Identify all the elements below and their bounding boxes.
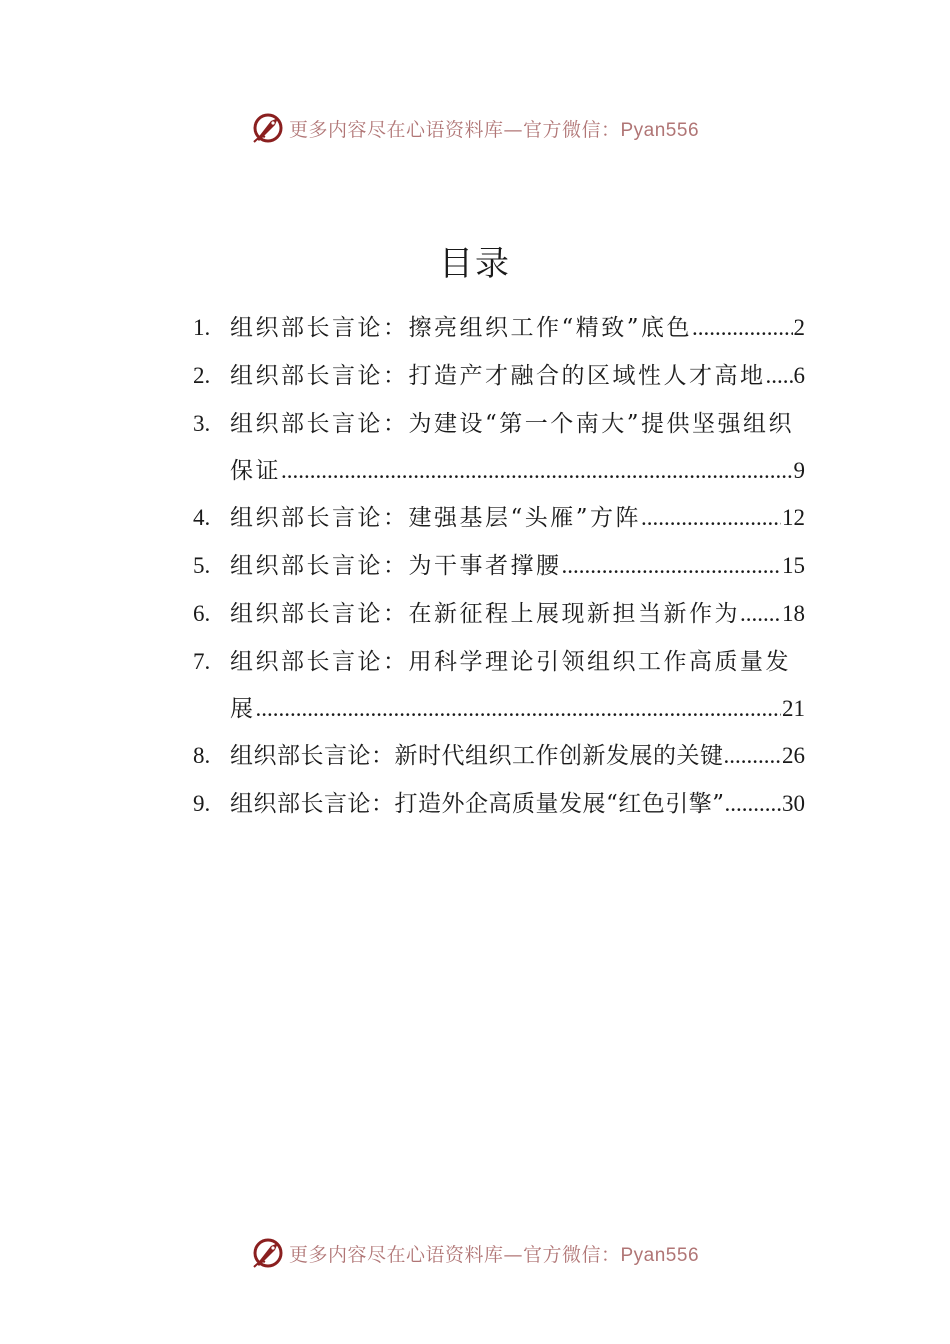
- table-of-contents: [193, 304, 805, 828]
- toc-item-number: 8.: [193, 743, 211, 768]
- toc-item-page: 30: [782, 791, 805, 816]
- toc-item-9[interactable]: [193, 780, 805, 828]
- toc-leader-dots: [692, 304, 792, 352]
- toc-leader-dots: [724, 732, 782, 780]
- toc-item-title-continued: 保证: [230, 458, 281, 484]
- footer-wechat-id: Pyan556: [620, 1244, 700, 1266]
- pen-nib-logo-icon: [251, 1236, 285, 1270]
- header-wechat-id: Pyan556: [620, 119, 700, 141]
- toc-item-number: 3.: [193, 411, 211, 436]
- toc-item-number: 9.: [193, 791, 211, 816]
- header-text: 更多内容尽在心语资料库—官方微信：Pyan556: [288, 118, 700, 141]
- toc-item-number: 2.: [193, 363, 211, 388]
- toc-item-6[interactable]: [193, 590, 805, 638]
- toc-item-page: 6: [793, 363, 805, 388]
- toc-item-1[interactable]: [193, 304, 805, 352]
- toc-leader-dots: [766, 352, 793, 400]
- toc-leader-dots: [256, 686, 782, 732]
- toc-item-title: 组织部长言论：新时代组织工作创新发展的关键: [230, 743, 724, 769]
- toc-leader-dots: [562, 542, 782, 590]
- page-title: 目录: [439, 244, 511, 284]
- toc-item-8[interactable]: [193, 732, 805, 780]
- toc-leader-dots: [740, 590, 781, 638]
- toc-item-page: 15: [782, 553, 805, 578]
- toc-item-page: 9: [793, 458, 805, 483]
- toc-item-title: 组织部长言论：建强基层“头雁”方阵: [230, 505, 642, 531]
- toc-leader-dots: [641, 494, 781, 542]
- toc-item-4[interactable]: [193, 494, 805, 542]
- toc-item-number: 6.: [193, 601, 211, 626]
- toc-item-page: 12: [782, 505, 805, 530]
- toc-item-3[interactable]: [193, 400, 805, 494]
- toc-item-number: 5.: [193, 553, 211, 578]
- toc-item-title: 组织部长言论：打造产才融合的区域性人才高地: [230, 363, 766, 389]
- toc-leader-dots: [281, 448, 793, 494]
- toc-item-title: 组织部长言论：擦亮组织工作“精致”底色: [230, 315, 693, 341]
- toc-item-title-continued: 展: [230, 696, 256, 722]
- toc-item-7[interactable]: [193, 638, 805, 732]
- toc-item-page: 18: [782, 601, 805, 626]
- toc-item-number: 7.: [193, 649, 211, 674]
- toc-item-title: 组织部长言论：在新征程上展现新担当新作为: [230, 601, 740, 627]
- toc-item-title: 组织部长言论：打造外企高质量发展“红色引擎”: [230, 791, 725, 817]
- toc-item-title: 组织部长言论：为建设“第一个南大”提供坚强组织: [230, 411, 795, 437]
- toc-item-number: 1.: [193, 315, 211, 340]
- toc-item-title: 组织部长言论：为干事者撑腰: [230, 553, 562, 579]
- toc-item-page: 21: [782, 696, 805, 721]
- toc-item-title: 组织部长言论：用科学理论引领组织工作高质量发: [230, 649, 791, 675]
- toc-item-number: 4.: [193, 505, 211, 530]
- pen-nib-logo-icon: [251, 111, 285, 145]
- footer-banner: [0, 1233, 950, 1273]
- toc-item-page: 26: [782, 743, 805, 768]
- toc-item-page: 2: [793, 315, 805, 340]
- toc-item-2[interactable]: [193, 352, 805, 400]
- header-banner: [0, 108, 950, 148]
- toc-leader-dots: [725, 780, 781, 828]
- toc-item-5[interactable]: [193, 542, 805, 590]
- footer-text: 更多内容尽在心语资料库—官方微信：Pyan556: [288, 1243, 700, 1266]
